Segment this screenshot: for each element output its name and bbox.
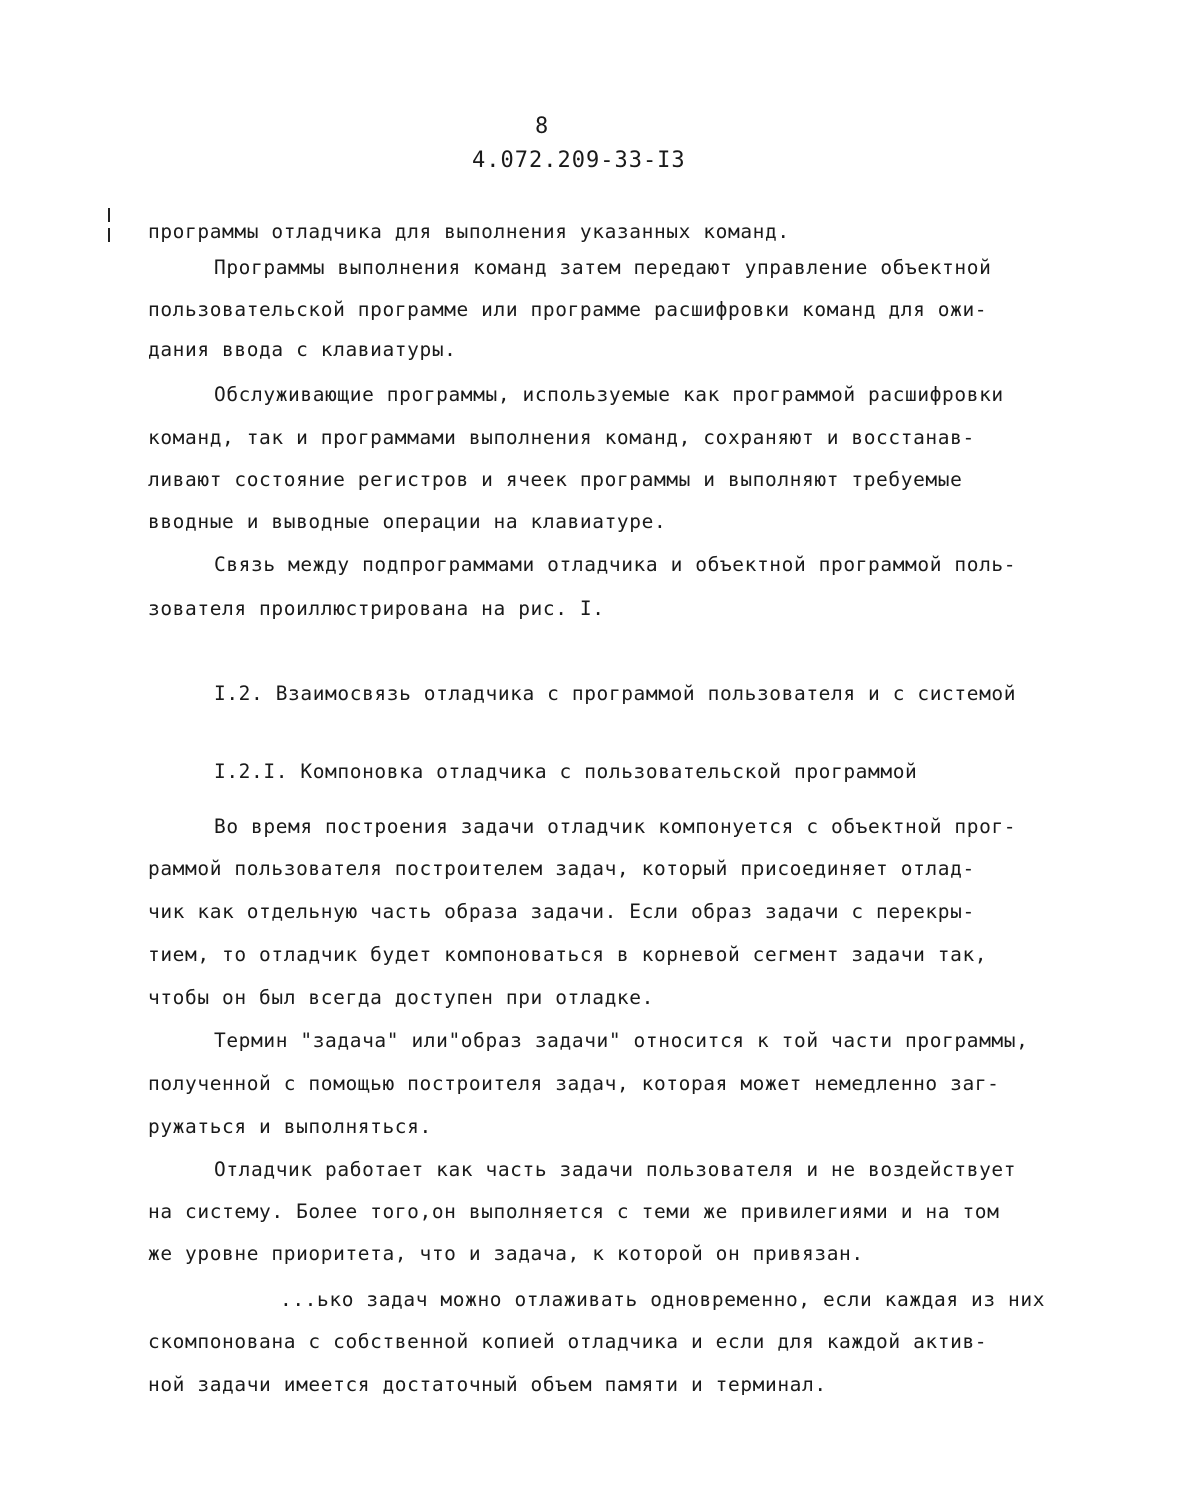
- body-line: чтобы он был всегда доступен при отладке.: [148, 986, 654, 1009]
- body-line: тием, то отладчик будет компоноваться в корневой сегмент задачи так,: [148, 943, 988, 966]
- page-number: 8: [535, 114, 550, 139]
- body-line: полученной с помощью построителя задач, которая может немедленно заг-: [148, 1072, 1000, 1095]
- body-line: пользовательской программе или программе расшифровки команд для ожи-: [148, 298, 988, 321]
- body-line: Во время построения задачи отладчик компонуется с объектной прог-: [214, 815, 1017, 838]
- body-line: ружаться и выполняться.: [148, 1115, 432, 1138]
- body-line: Термин "задача" или"образ задачи" относится к той части программы,: [214, 1029, 1029, 1052]
- body-line: команд, так и программами выполнения команд, сохраняют и восстанав-: [148, 426, 975, 449]
- body-line: ной задачи имеется достаточный объем памяти и терминал.: [148, 1373, 827, 1396]
- body-line: Отладчик работает как часть задачи пользователя и не воздействует: [214, 1158, 1017, 1181]
- body-line: чик как отдельную часть образа задачи. Если образ задачи с перекры-: [148, 900, 975, 923]
- body-line: скомпонована с собственной копией отладчика и если для каждой актив-: [148, 1330, 988, 1353]
- body-line: раммой пользователя построителем задач, который присоединяет отлад-: [148, 857, 975, 880]
- revision-margin-mark: [108, 208, 110, 222]
- body-line: вводные и выводные операции на клавиатуре.: [148, 510, 667, 533]
- body-line: ливают состояние регистров и ячеек программы и выполняют требуемые: [148, 468, 963, 491]
- revision-margin-mark: [108, 228, 110, 242]
- document-code: 4.072.209-33-I3: [472, 148, 686, 173]
- body-line: Обслуживающие программы, используемые как программой расшифровки: [214, 383, 1004, 406]
- body-line: же уровне приоритета, что и задача, к которой он привязан.: [148, 1242, 864, 1265]
- body-line: зователя проиллюстрирована на рис. I.: [148, 597, 605, 620]
- body-line: Связь между подпрограммами отладчика и объектной программой поль-: [214, 553, 1017, 576]
- body-line: на систему. Более того,он выполняется с теми же привилегиями и на том: [148, 1200, 1000, 1223]
- section-heading: I.2. Взаимосвязь отладчика с программой пользователя и с системой: [214, 682, 1017, 705]
- subsection-heading: I.2.I. Компоновка отладчика с пользовательской программой: [214, 760, 918, 783]
- body-line: программы отладчика для выполнения указанных команд.: [148, 220, 790, 243]
- body-line: дания ввода с клавиатуры.: [148, 338, 457, 361]
- body-line: ...ько задач можно отлаживать одновременно, если каждая из них: [280, 1288, 1046, 1311]
- body-line: Программы выполнения команд затем передают управление объектной: [214, 256, 992, 279]
